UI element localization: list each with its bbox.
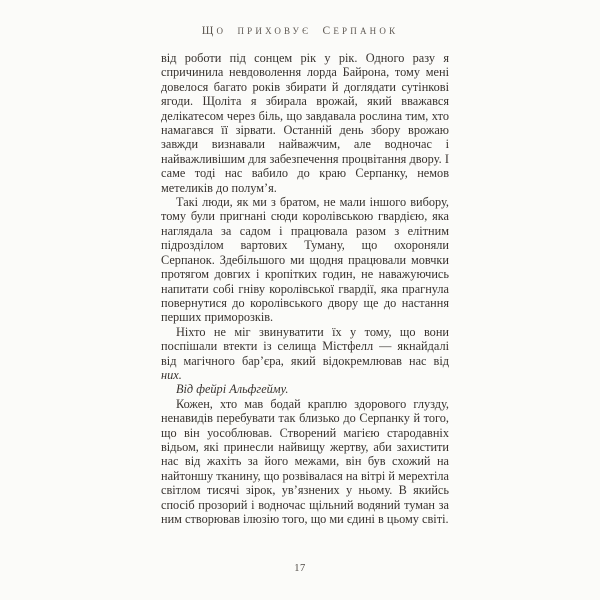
header-char: Р (342, 26, 351, 36)
header-char: У (292, 26, 303, 36)
header-char: Є (302, 26, 312, 36)
header-char: О (274, 26, 285, 36)
paragraph (161, 325, 449, 383)
text-run: Такі люди, як ми з братом, не мали іншого вибору, тому були пригнані сюди королівською гвардією, яка наглядала за садом і працювала разом з елітним підрозділом вартових Туману, що охороняли Серпанок. Здебільшого ми щодня працювали мовчки протягом довгих і кропітких годин, не наважуючись напитати собі гніву королівської гвардії, яка прагнула повернутися до королівського двору ще до настання перших приморозків. (161, 195, 449, 325)
header-char: Х (265, 26, 275, 36)
header-char: Е (333, 26, 343, 36)
page-number: 17 (294, 563, 306, 574)
text-run: Кожен, хто мав бодай краплю здорового глузду, ненавидів перебувати так близько до Серпанку й того, що він уособлював. Створений магією стародавніх відьом, які принесли найвищу жертву, аби захистити нас від жахіть за його межами, він був схожий на найтоншу тканину, що розвівалася на вітрі й мерехтіла світлом тисячі зірок, ув’язнених у ньому. В якийсь спосіб прозорий і водночас щільний водяний туман за ним створював ілюзію того, що ми єдині в цьому світі. (161, 396, 449, 526)
header-char: Щ (201, 25, 217, 37)
paragraph (161, 195, 449, 325)
header-char: Н (369, 26, 380, 36)
body-text (161, 51, 449, 526)
header-char: С (322, 25, 334, 37)
header-char: П (237, 26, 248, 36)
header-char: О (379, 26, 390, 36)
paragraph (161, 397, 449, 527)
header-char: Р (247, 26, 256, 36)
text-run: Від фейрі Альфгейму. (176, 382, 289, 397)
header-char: П (350, 26, 360, 36)
running-header (0, 21, 600, 39)
paragraph (161, 51, 449, 195)
header-char: О (216, 26, 227, 36)
text-run: Ніхто не міг звинуватити їх у тому, що вони поспішали втекти із селища Містфелл — якнайдалі від магічного бар’єра, який відокремлював нас від (161, 324, 449, 368)
header-char: И (255, 26, 266, 36)
text-run: них. (161, 367, 182, 382)
header-char: В (284, 26, 293, 36)
text-run: від роботи під сонцем рік у рік. Одного разу я спричинила невдоволення лорда Байрона, тому мені довелося багато років збирати й доглядати сутінкові ягоди. Щоліта я збирала врожай, який вважався делікатесом через біль, що завдавала рослина тим, хто намагався її зірвати. Останній день збору врожаю завжди визнавали найважчим, але водночас і найважливішим для забезпечення процвітання двору. І саме тоді нас вабило до краю Серпанку, немов метеликів до полум’я. (161, 51, 449, 195)
paragraph (161, 382, 449, 396)
header-char: А (359, 26, 370, 36)
header-char: К (389, 26, 399, 36)
